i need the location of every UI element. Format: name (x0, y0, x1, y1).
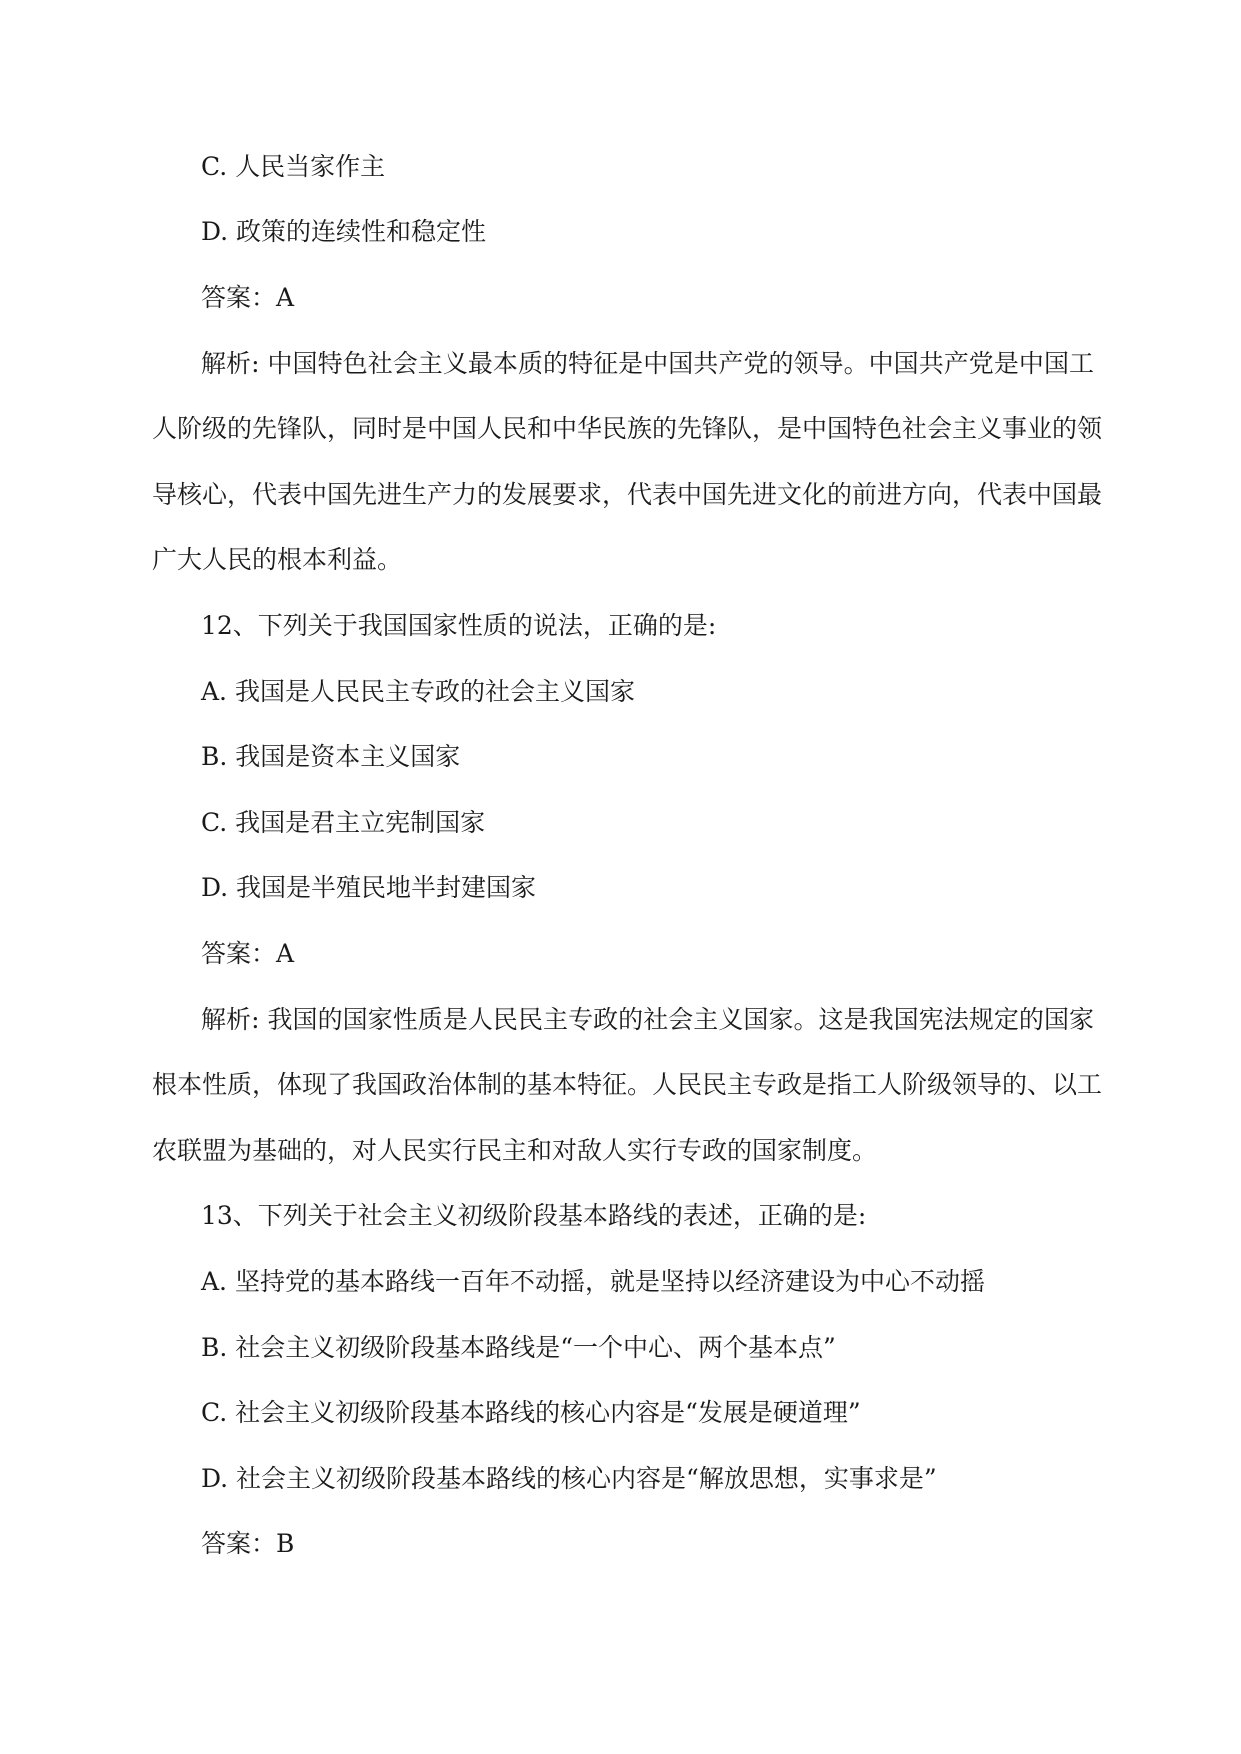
option-d-q13: D. 社会主义初级阶段基本路线的核心内容是“解放思想，实事求是” (201, 1464, 937, 1493)
option-d-q12: D. 我国是半殖民地半封建国家 (201, 873, 537, 902)
answer-q13: 答案：B (201, 1529, 295, 1558)
option-c-q13: C. 社会主义初级阶段基本路线的核心内容是“发展是硬道理” (201, 1398, 861, 1427)
analysis-q11-line4: 广大人民的根本利益。 (152, 545, 403, 574)
option-d-q11: D. 政策的连续性和稳定性 (201, 217, 487, 246)
analysis-q11-line3: 导核心，代表中国先进生产力的发展要求，代表中国先进文化的前进方向，代表中国最 (152, 480, 1103, 509)
option-c-q12: C. 我国是君主立宪制国家 (201, 808, 486, 837)
analysis-q12-line2: 根本性质，体现了我国政治体制的基本特征。人民民主专政是指工人阶级领导的、以工 (152, 1070, 1103, 1099)
analysis-q12-line1: 解析: 我国的国家性质是人民民主专政的社会主义国家。这是我国宪法规定的国家 (201, 1005, 1094, 1034)
answer-q11: 答案：A (201, 283, 295, 312)
question-12: 12、下列关于我国国家性质的说法，正确的是: (201, 611, 717, 640)
option-a-q12: A. 我国是人民民主专政的社会主义国家 (201, 677, 635, 706)
option-b-q13: B. 社会主义初级阶段基本路线是“一个中心、两个基本点” (201, 1333, 836, 1362)
option-c-q11: C. 人民当家作主 (201, 152, 386, 181)
question-13: 13、下列关于社会主义初级阶段基本路线的表述，正确的是: (201, 1201, 867, 1230)
option-b-q12: B. 我国是资本主义国家 (201, 742, 461, 771)
option-a-q13: A. 坚持党的基本路线一百年不动摇，就是坚持以经济建设为中心不动摇 (201, 1267, 985, 1296)
analysis-q11-line1: 解析: 中国特色社会主义最本质的特征是中国共产党的领导。中国共产党是中国工 (201, 349, 1094, 378)
analysis-q11-line2: 人阶级的先锋队，同时是中国人民和中华民族的先锋队，是中国特色社会主义事业的领 (152, 414, 1103, 443)
analysis-q12-line3: 农联盟为基础的，对人民实行民主和对敌人实行专政的国家制度。 (152, 1136, 878, 1165)
answer-q12: 答案：A (201, 939, 295, 968)
